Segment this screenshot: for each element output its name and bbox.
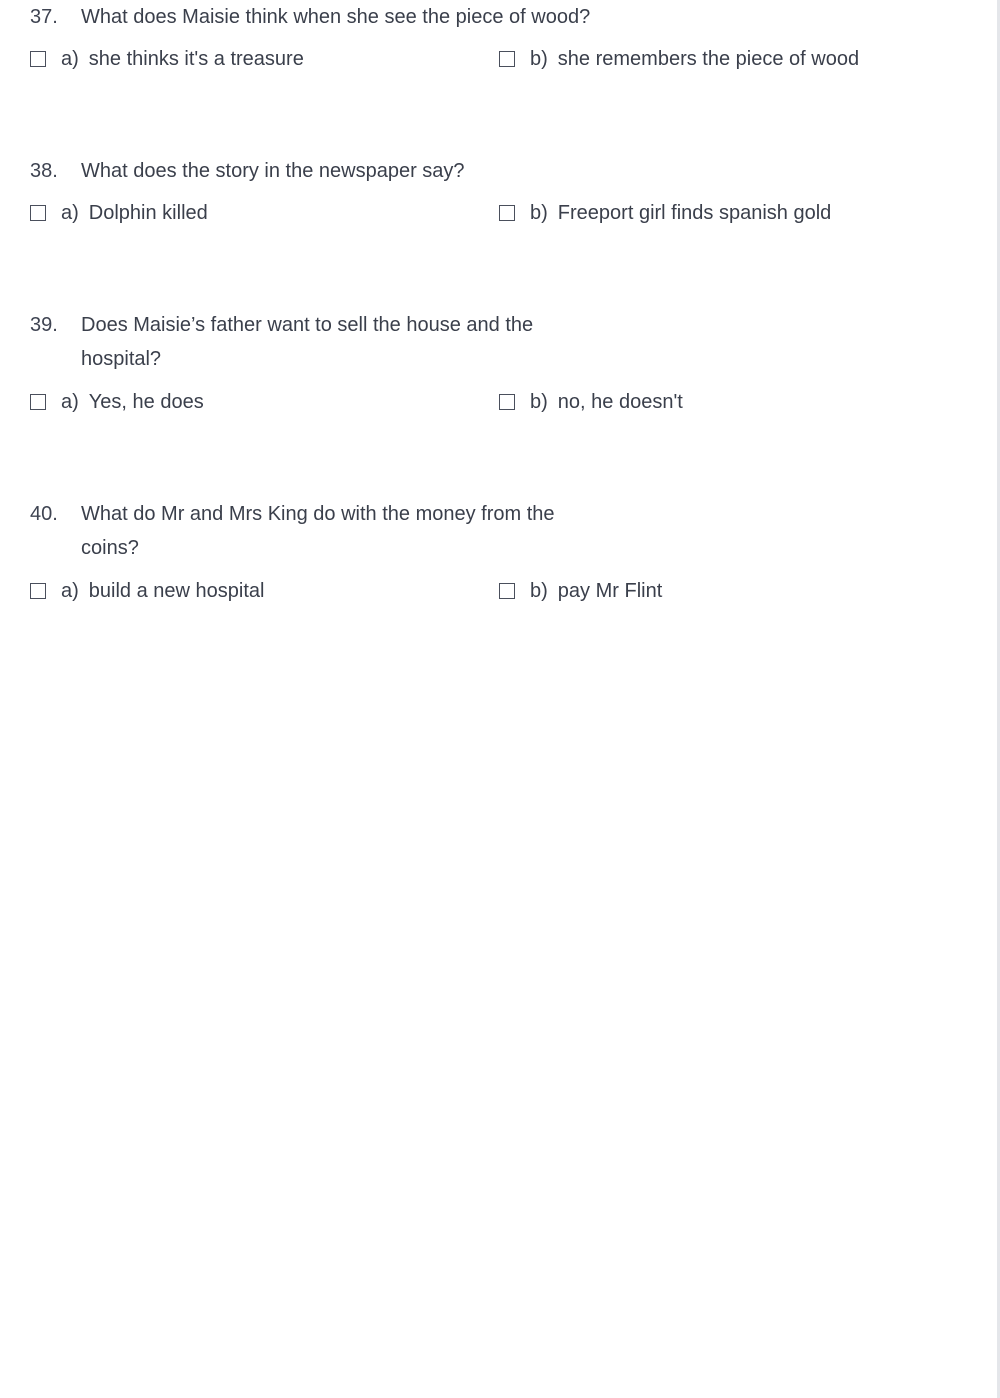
- option-text: no, he doesn't: [557, 390, 683, 413]
- checkbox[interactable]: [499, 51, 515, 67]
- checkbox[interactable]: [30, 51, 46, 67]
- checkbox[interactable]: [499, 205, 515, 221]
- option-text: she remembers the piece of wood: [557, 47, 860, 70]
- option-text: Dolphin killed: [88, 201, 208, 224]
- option-letter: a): [61, 47, 79, 70]
- option-letter: b): [530, 579, 548, 602]
- checkbox[interactable]: [499, 394, 515, 410]
- question-number: 37.: [30, 6, 58, 28]
- option-letter: b): [530, 47, 548, 70]
- option-letter: a): [61, 390, 79, 413]
- question-number: 40.: [30, 503, 58, 525]
- checkbox[interactable]: [30, 205, 46, 221]
- option-b[interactable]: [499, 574, 662, 608]
- option-a[interactable]: [30, 196, 208, 230]
- option-a[interactable]: [30, 42, 304, 76]
- option-text: build a new hospital: [88, 579, 265, 602]
- question-text: What do Mr and Mrs King do with the money from the coins?: [81, 503, 555, 559]
- checkbox[interactable]: [30, 394, 46, 410]
- option-text: Yes, he does: [88, 390, 204, 413]
- option-letter: a): [61, 579, 79, 602]
- option-b[interactable]: [499, 42, 859, 76]
- option-text: she thinks it's a treasure: [88, 47, 304, 70]
- option-a[interactable]: [30, 385, 204, 419]
- checkbox[interactable]: [499, 583, 515, 599]
- option-text: pay Mr Flint: [557, 579, 663, 602]
- question-number: 39.: [30, 314, 58, 336]
- option-a[interactable]: [30, 574, 264, 608]
- question-text: Does Maisie’s father want to sell the house and the hospital?: [81, 314, 534, 370]
- question-text: What does Maisie think when she see the piece of wood?: [81, 6, 591, 28]
- question-number: 38.: [30, 160, 58, 182]
- option-letter: b): [530, 390, 548, 413]
- option-letter: b): [530, 201, 548, 224]
- option-b[interactable]: [499, 196, 831, 230]
- option-b[interactable]: [499, 385, 683, 419]
- option-text: Freeport girl finds spanish gold: [557, 201, 832, 224]
- checkbox[interactable]: [30, 583, 46, 599]
- option-letter: a): [61, 201, 79, 224]
- question-text: What does the story in the newspaper say?: [81, 160, 465, 182]
